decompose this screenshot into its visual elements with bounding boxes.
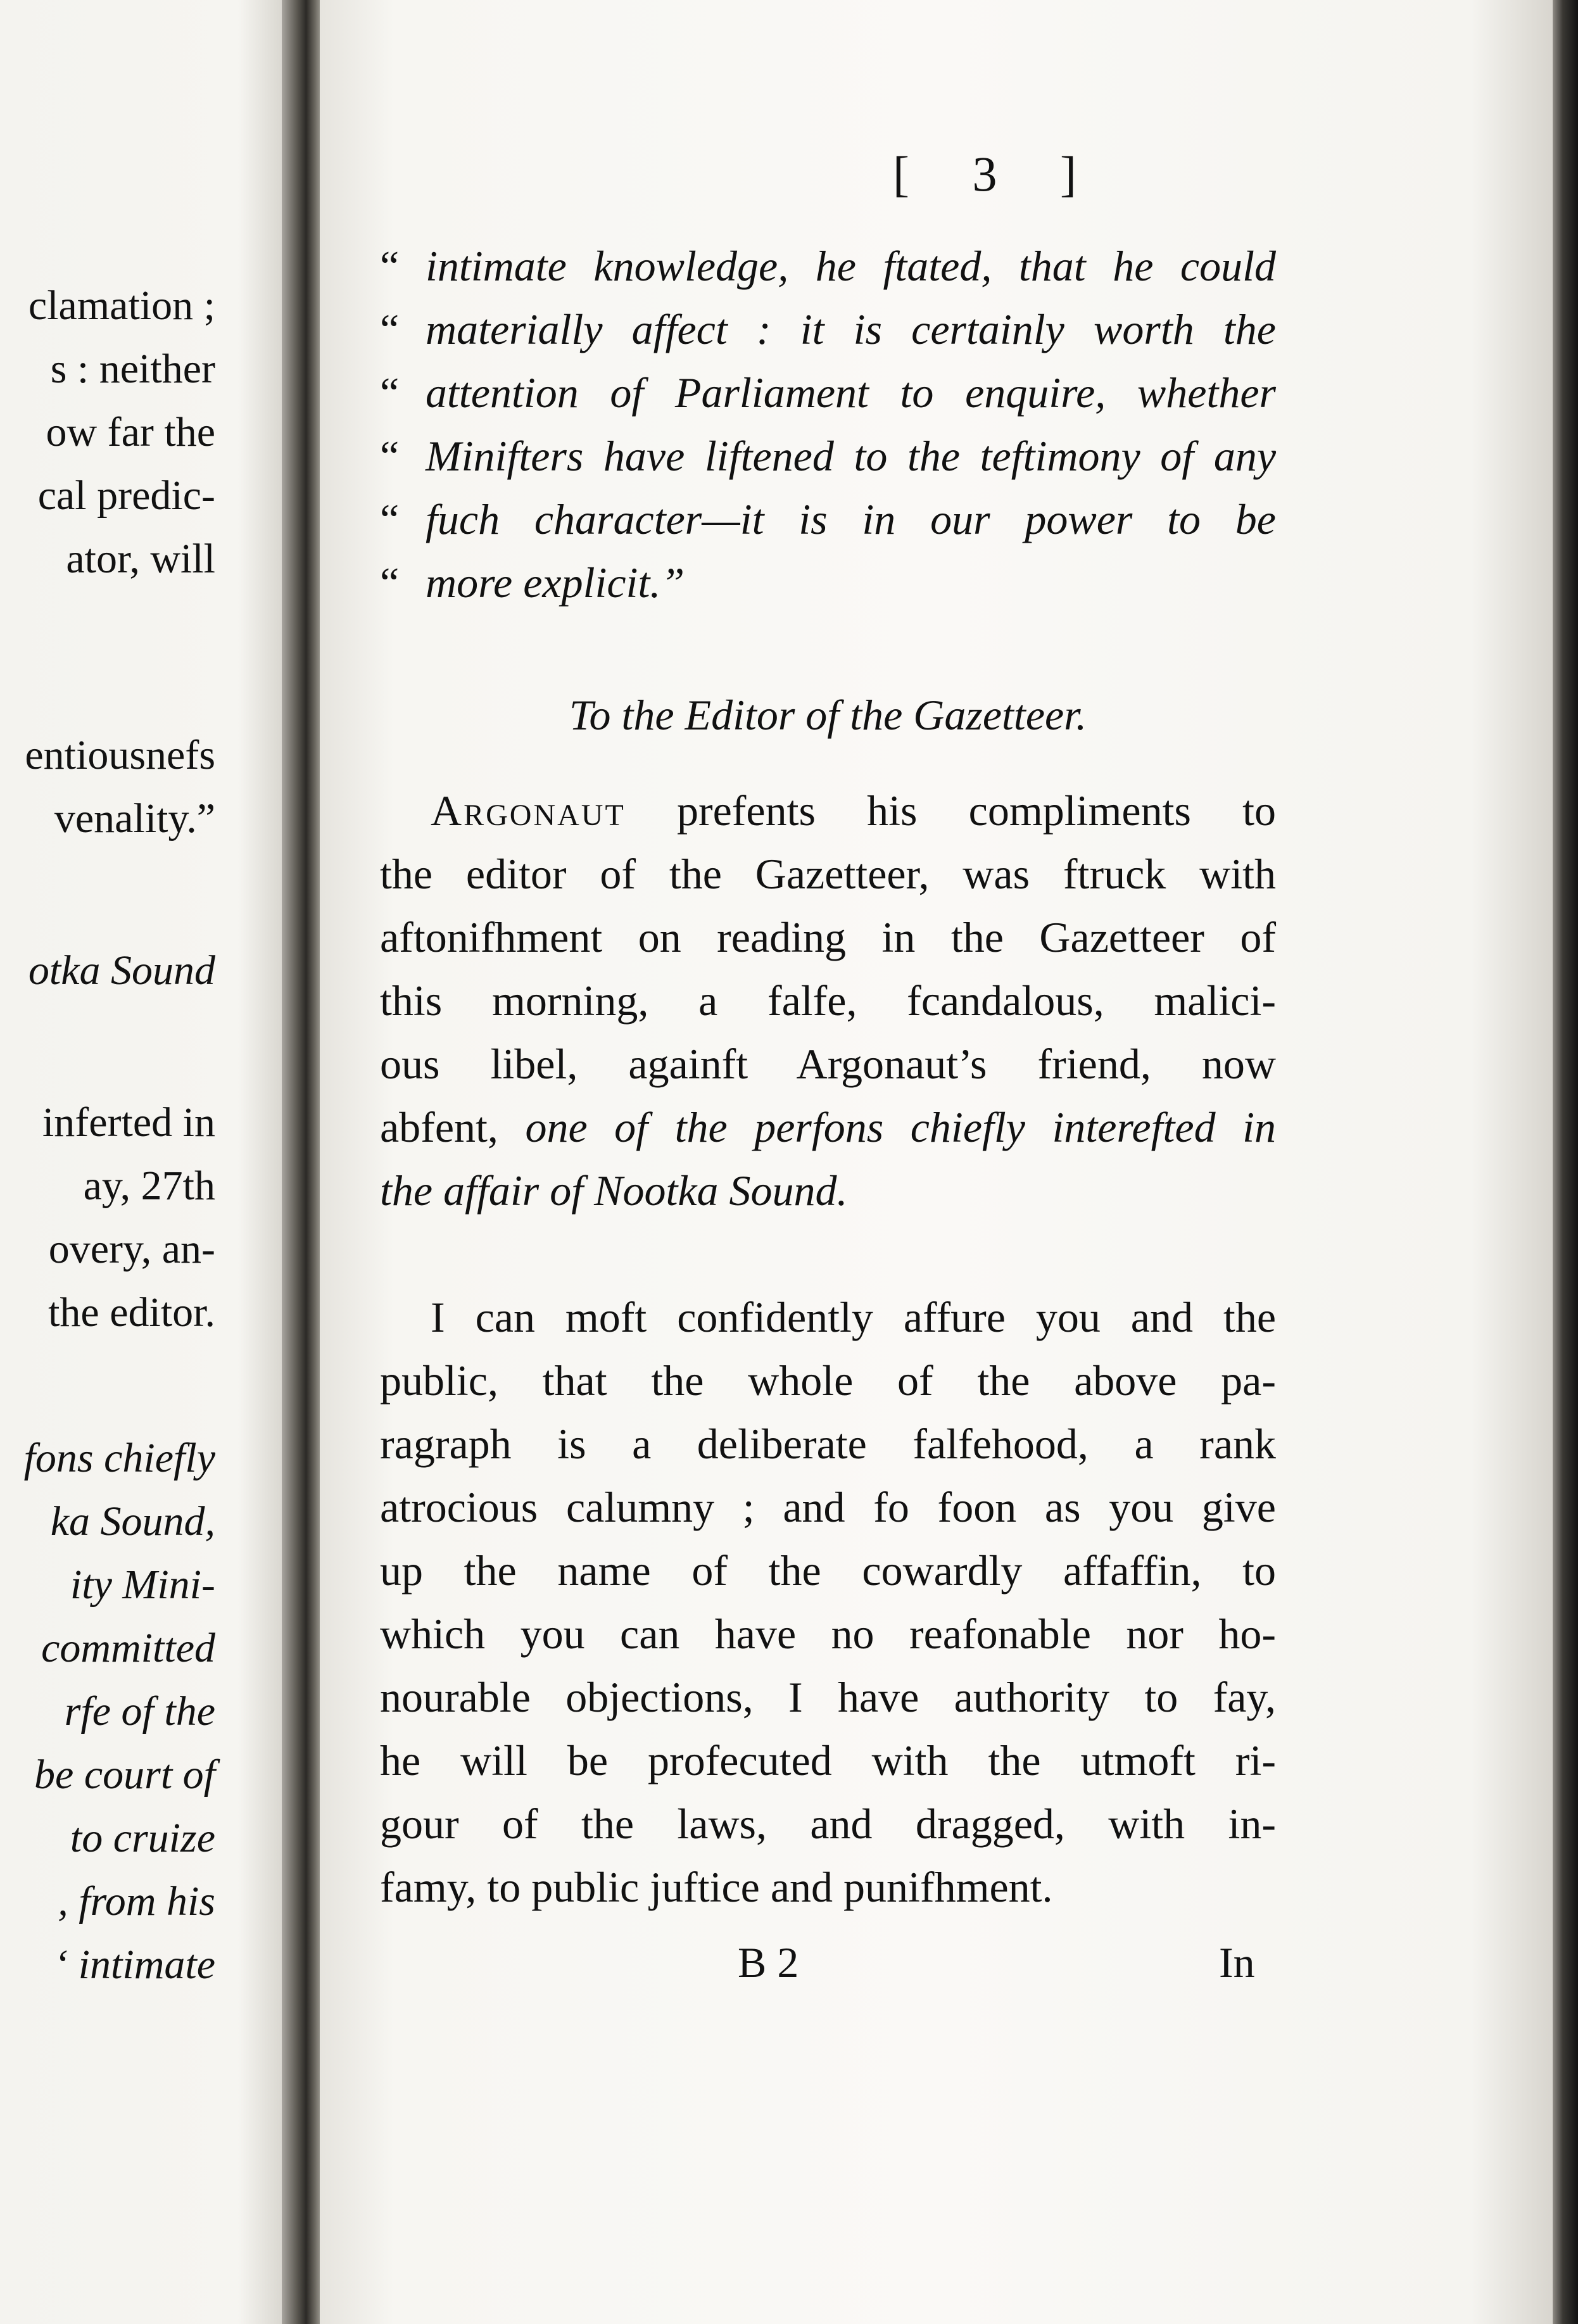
paragraph-line: the affair of Nootka Sound. [380,1166,848,1215]
catchword: In [1219,1938,1255,1986]
paragraph-line: which you can have no reafonable nor ho- [380,1610,1276,1658]
facing-line: inferted in [42,1099,215,1146]
paragraph-line: I can moft confidently affure you and the [431,1293,1276,1341]
facing-line: overy, an- [48,1226,215,1272]
quote-line: “ attention of Parliament to enquire, whether [380,361,1276,424]
paragraph-line: famy, to public juftice and punifhment. [380,1863,1053,1911]
quote-line: “ fuch character—it is in our power to be [380,488,1276,551]
paragraph-line: up the name of the cowardly affaffin, to [380,1546,1276,1595]
facing-line: entiousnefs [25,732,215,778]
quote-line: “ materially affect : it is certainly worth the [380,298,1276,361]
facing-line: ‘ intimate [54,1942,215,1988]
page-header: [ 3 ] [893,146,1102,201]
paragraph-line: gour of the laws, and dragged, with in- [380,1800,1276,1848]
quote-mark: “ [380,305,400,353]
facing-line: ay, 27th [83,1163,215,1209]
paragraph-line: aftonifhment on reading in the Gazetteer of [380,913,1276,961]
page-3 [320,0,1558,2324]
facing-line: otka Sound [28,947,215,994]
facing-line: fons chiefly [23,1435,215,1481]
facing-line: s : neither [50,346,215,392]
paragraph-line: Argonaut prefents his compliments to [431,786,1276,835]
paragraph-line: ragraph is a deliberate falfehood, a rank [380,1420,1276,1468]
quote-mark: “ [380,432,400,480]
argonaut-paragraph [380,779,1276,1222]
paragraph-line: atrocious calumny ; and fo foon as you give [380,1483,1276,1531]
paragraph-line: this morning, a falfe, fcandalous, malici- [380,976,1276,1025]
paragraph-line: the editor of the Gazetteer, was ftruck with [380,850,1276,898]
quotation-block [380,234,1276,614]
facing-line: the editor. [48,1289,215,1336]
quote-line: “ intimate knowledge, he ftated, that he could [380,234,1276,298]
quote-line: “ more explicit.” [380,551,1276,614]
facing-line: ator, will [66,536,215,582]
quote-line: “ Minifters have liftened to the teftimony of any [380,424,1276,488]
paragraph-line: he will be profecuted with the utmoft ri- [380,1736,1276,1784]
paragraph-line: nourable objections, I have authority to fay, [380,1673,1276,1721]
paragraph-line: ous libel, againft Argonaut’s friend, now [380,1040,1276,1088]
page-edge [1553,0,1578,2324]
reply-paragraph [380,1285,1276,1919]
facing-line: be court of [34,1752,215,1798]
facing-line: cal predic- [37,472,215,519]
paragraph-line: public, that the whole of the above pa- [380,1356,1276,1405]
facing-line: ka Sound, [50,1498,215,1544]
quote-mark: “ [380,495,400,543]
facing-line: to cruize [70,1815,215,1861]
facing-line: committed [41,1625,215,1671]
facing-line: clamation ; [28,282,215,329]
facing-line: venality.” [54,795,215,842]
facing-line: rfe of the [64,1688,215,1734]
facing-line: ow far the [46,409,215,455]
quote-mark: “ [380,369,400,417]
facing-line: ity Mini- [70,1562,215,1608]
quote-mark: “ [380,242,400,290]
signature-mark: B 2 [738,1938,799,1986]
quote-mark: “ [380,559,400,607]
facing-page [0,0,298,2324]
paragraph-line: abfent, one of the perfons chiefly interefted in [380,1103,1276,1151]
letter-heading: To the Editor of the Gazetteer. [569,691,1087,739]
facing-line: , from his [58,1878,215,1924]
argonaut-name: Argonaut [431,786,626,835]
